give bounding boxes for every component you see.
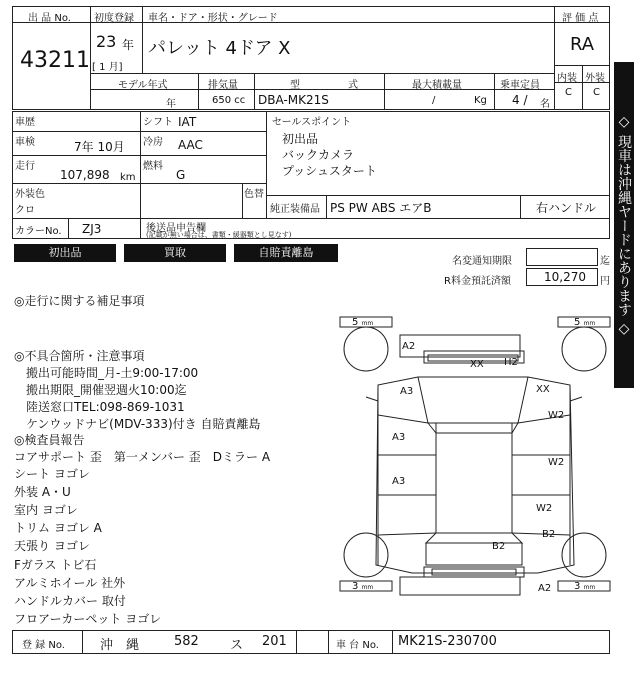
shift-value: IAT bbox=[178, 115, 197, 129]
type-label: 型 bbox=[290, 80, 300, 91]
tire-depth: 5 bbox=[352, 317, 359, 328]
tag-first-listing: 初出品 bbox=[14, 244, 116, 262]
equip-value: PS PW ABS エアB bbox=[330, 201, 432, 215]
reg-kana: ス bbox=[230, 638, 244, 653]
note-line: ◎不具合箇所・注意事項 bbox=[14, 349, 145, 363]
post-app-label: 後送品申告欄 bbox=[146, 223, 206, 234]
mark-left-rear-door: A3 bbox=[392, 476, 406, 487]
tag-island-insurance: 自賠責離島 bbox=[234, 244, 338, 262]
note-line: ケンウッドナビ(MDV-333)付き 自賠責離島 bbox=[14, 417, 261, 431]
color-value: クロ bbox=[15, 205, 35, 216]
sales-point-2: バックカメラ bbox=[282, 148, 355, 162]
tire-rear-left bbox=[352, 581, 373, 592]
car-name-label: 車名・ドア・形状・グレード bbox=[148, 13, 278, 24]
tire-unit: mm bbox=[361, 584, 374, 591]
note-line: ◎検査員報告 bbox=[14, 433, 85, 447]
load-unit: Kg bbox=[474, 95, 487, 106]
mark-right-front-door: W2 bbox=[548, 410, 565, 421]
tire-depth: 3 bbox=[574, 581, 581, 592]
mileage-unit: km bbox=[120, 172, 136, 183]
car-name: パレット 4ドア X bbox=[148, 38, 291, 59]
interior-grade: C bbox=[565, 87, 572, 98]
mark-left-front-door: A3 bbox=[392, 432, 406, 443]
reg-area: 沖 縄 bbox=[100, 638, 140, 653]
reg-class: 582 bbox=[174, 634, 199, 649]
tire-unit: mm bbox=[583, 584, 596, 591]
mark-left-fender: A3 bbox=[400, 386, 414, 397]
equip-label: 純正装備品 bbox=[270, 204, 320, 215]
note-line: 天張り ヨゴレ bbox=[14, 539, 90, 553]
color-change-label: 色替 bbox=[244, 189, 264, 200]
mark-right-quarter: W2 bbox=[536, 503, 553, 514]
lot-label: 出 品 No. bbox=[28, 13, 71, 24]
exterior-label: 外装 bbox=[585, 73, 605, 84]
type-label-2: 式 bbox=[348, 80, 358, 91]
note-line: 室内 ヨゴレ bbox=[14, 503, 78, 517]
handle-value: 右ハンドル bbox=[536, 201, 597, 215]
chassis-number: MK21S-230700 bbox=[398, 634, 497, 649]
mileage-value: 107,898 bbox=[60, 168, 110, 182]
fuel-value: G bbox=[176, 168, 186, 182]
tire-front-right bbox=[574, 317, 595, 328]
reg-label: 登 録 No. bbox=[22, 640, 65, 651]
lot-number: 43211 bbox=[20, 48, 90, 73]
fuel-label: 燃料 bbox=[143, 161, 163, 172]
reg-number: 201 bbox=[262, 634, 287, 649]
model-year-unit: 年 bbox=[166, 99, 176, 110]
tire-unit: mm bbox=[583, 320, 596, 327]
note-line: 搬出可能時間_月-土9:00-17:00 bbox=[14, 366, 199, 380]
mark-rear-right-corner: B2 bbox=[542, 529, 556, 540]
yard-location-banner: ◇ 現車は沖縄ヤードにあります ◇ bbox=[614, 62, 634, 388]
first-reg-year-unit: 年 bbox=[122, 38, 135, 52]
note-line: ◎走行に関する補足事項 bbox=[14, 294, 145, 308]
mark-rear-bumper: A2 bbox=[538, 583, 552, 594]
notice-unit: 迄 bbox=[600, 256, 610, 267]
tire-depth: 3 bbox=[352, 581, 359, 592]
score-label: 評 価 点 bbox=[562, 13, 599, 24]
ac-label: 冷房 bbox=[143, 137, 163, 148]
first-reg-year: 23 bbox=[96, 32, 117, 51]
model-year-label: モデル年式 bbox=[118, 80, 168, 91]
load-value: / bbox=[432, 95, 436, 106]
notice-label: 名変通知期限 bbox=[452, 256, 512, 267]
exterior-grade: C bbox=[593, 87, 600, 98]
post-app-note: (記載が無い場合は、書類・緩器類とし見なす) bbox=[146, 231, 292, 239]
note-line: コアサポート 歪 第一メンバー 歪 Dミラー A bbox=[14, 450, 271, 464]
note-line: フロアーカーペット ヨゴレ bbox=[14, 612, 162, 626]
ac-value: AAC bbox=[178, 138, 203, 152]
chassis-label: 車 台 No. bbox=[336, 640, 379, 651]
sales-point-1: 初出品 bbox=[282, 132, 319, 146]
color-no-value: ZJ3 bbox=[82, 222, 102, 236]
sales-point-label: セールスポイント bbox=[272, 117, 352, 128]
inspection-value: 7年 10月 bbox=[74, 140, 125, 154]
note-line: ハンドルカバー 取付 bbox=[14, 594, 126, 608]
load-label: 最大積載量 bbox=[412, 80, 462, 91]
shift-label: シフト bbox=[143, 117, 173, 128]
tag-purchase: 買取 bbox=[124, 244, 226, 262]
note-line: 搬出期限_開催翌週火10:00迄 bbox=[14, 383, 187, 397]
tire-depth: 5 bbox=[574, 317, 581, 328]
capacity-unit: 名 bbox=[540, 99, 550, 110]
mark-front-bumper: A2 bbox=[402, 341, 416, 352]
cc-value: 650 cc bbox=[212, 95, 246, 106]
note-line: Fガラス トビ石 bbox=[14, 558, 97, 572]
note-line: 外装 A・U bbox=[14, 485, 71, 499]
capacity-value: 4 / bbox=[512, 93, 528, 107]
color-no-label: カラーNo. bbox=[15, 226, 62, 237]
notice-box bbox=[526, 248, 598, 266]
note-line: アルミホイール 社外 bbox=[14, 576, 126, 590]
mileage-label: 走行 bbox=[15, 161, 35, 172]
mark-grille: H2 bbox=[504, 357, 518, 368]
first-reg-month: [ 1 月] bbox=[92, 62, 123, 73]
note-line: 陸送窓口TEL:098-869-1031 bbox=[14, 400, 185, 414]
capacity-label: 乗車定員 bbox=[500, 80, 540, 91]
mark-right-rear-door: W2 bbox=[548, 457, 565, 468]
type-value: DBA-MK21S bbox=[258, 93, 329, 107]
recycle-unit: 円 bbox=[600, 276, 610, 287]
interior-label: 内装 bbox=[557, 73, 577, 84]
score-value: RA bbox=[570, 34, 595, 55]
note-line: シート ヨゴレ bbox=[14, 467, 90, 481]
mark-right-fender: XX bbox=[536, 384, 550, 395]
history-label: 車歴 bbox=[15, 117, 35, 128]
note-line: トリム ヨゴレ A bbox=[14, 521, 102, 535]
recycle-label: R料金預託済額 bbox=[444, 276, 511, 287]
tire-front-left bbox=[352, 317, 373, 328]
mark-rear-gate: B2 bbox=[492, 541, 506, 552]
mark-hood: XX bbox=[470, 359, 484, 370]
tire-rear-right bbox=[574, 581, 595, 592]
cc-label: 排気量 bbox=[208, 80, 238, 91]
first-reg-label: 初度登録 bbox=[94, 13, 134, 24]
tire-unit: mm bbox=[361, 320, 374, 327]
recycle-value: 10,270 bbox=[544, 270, 586, 284]
inspection-label: 車検 bbox=[15, 137, 35, 148]
color-label: 外装色 bbox=[15, 189, 45, 200]
sales-point-3: プッシュスタート bbox=[282, 164, 377, 178]
